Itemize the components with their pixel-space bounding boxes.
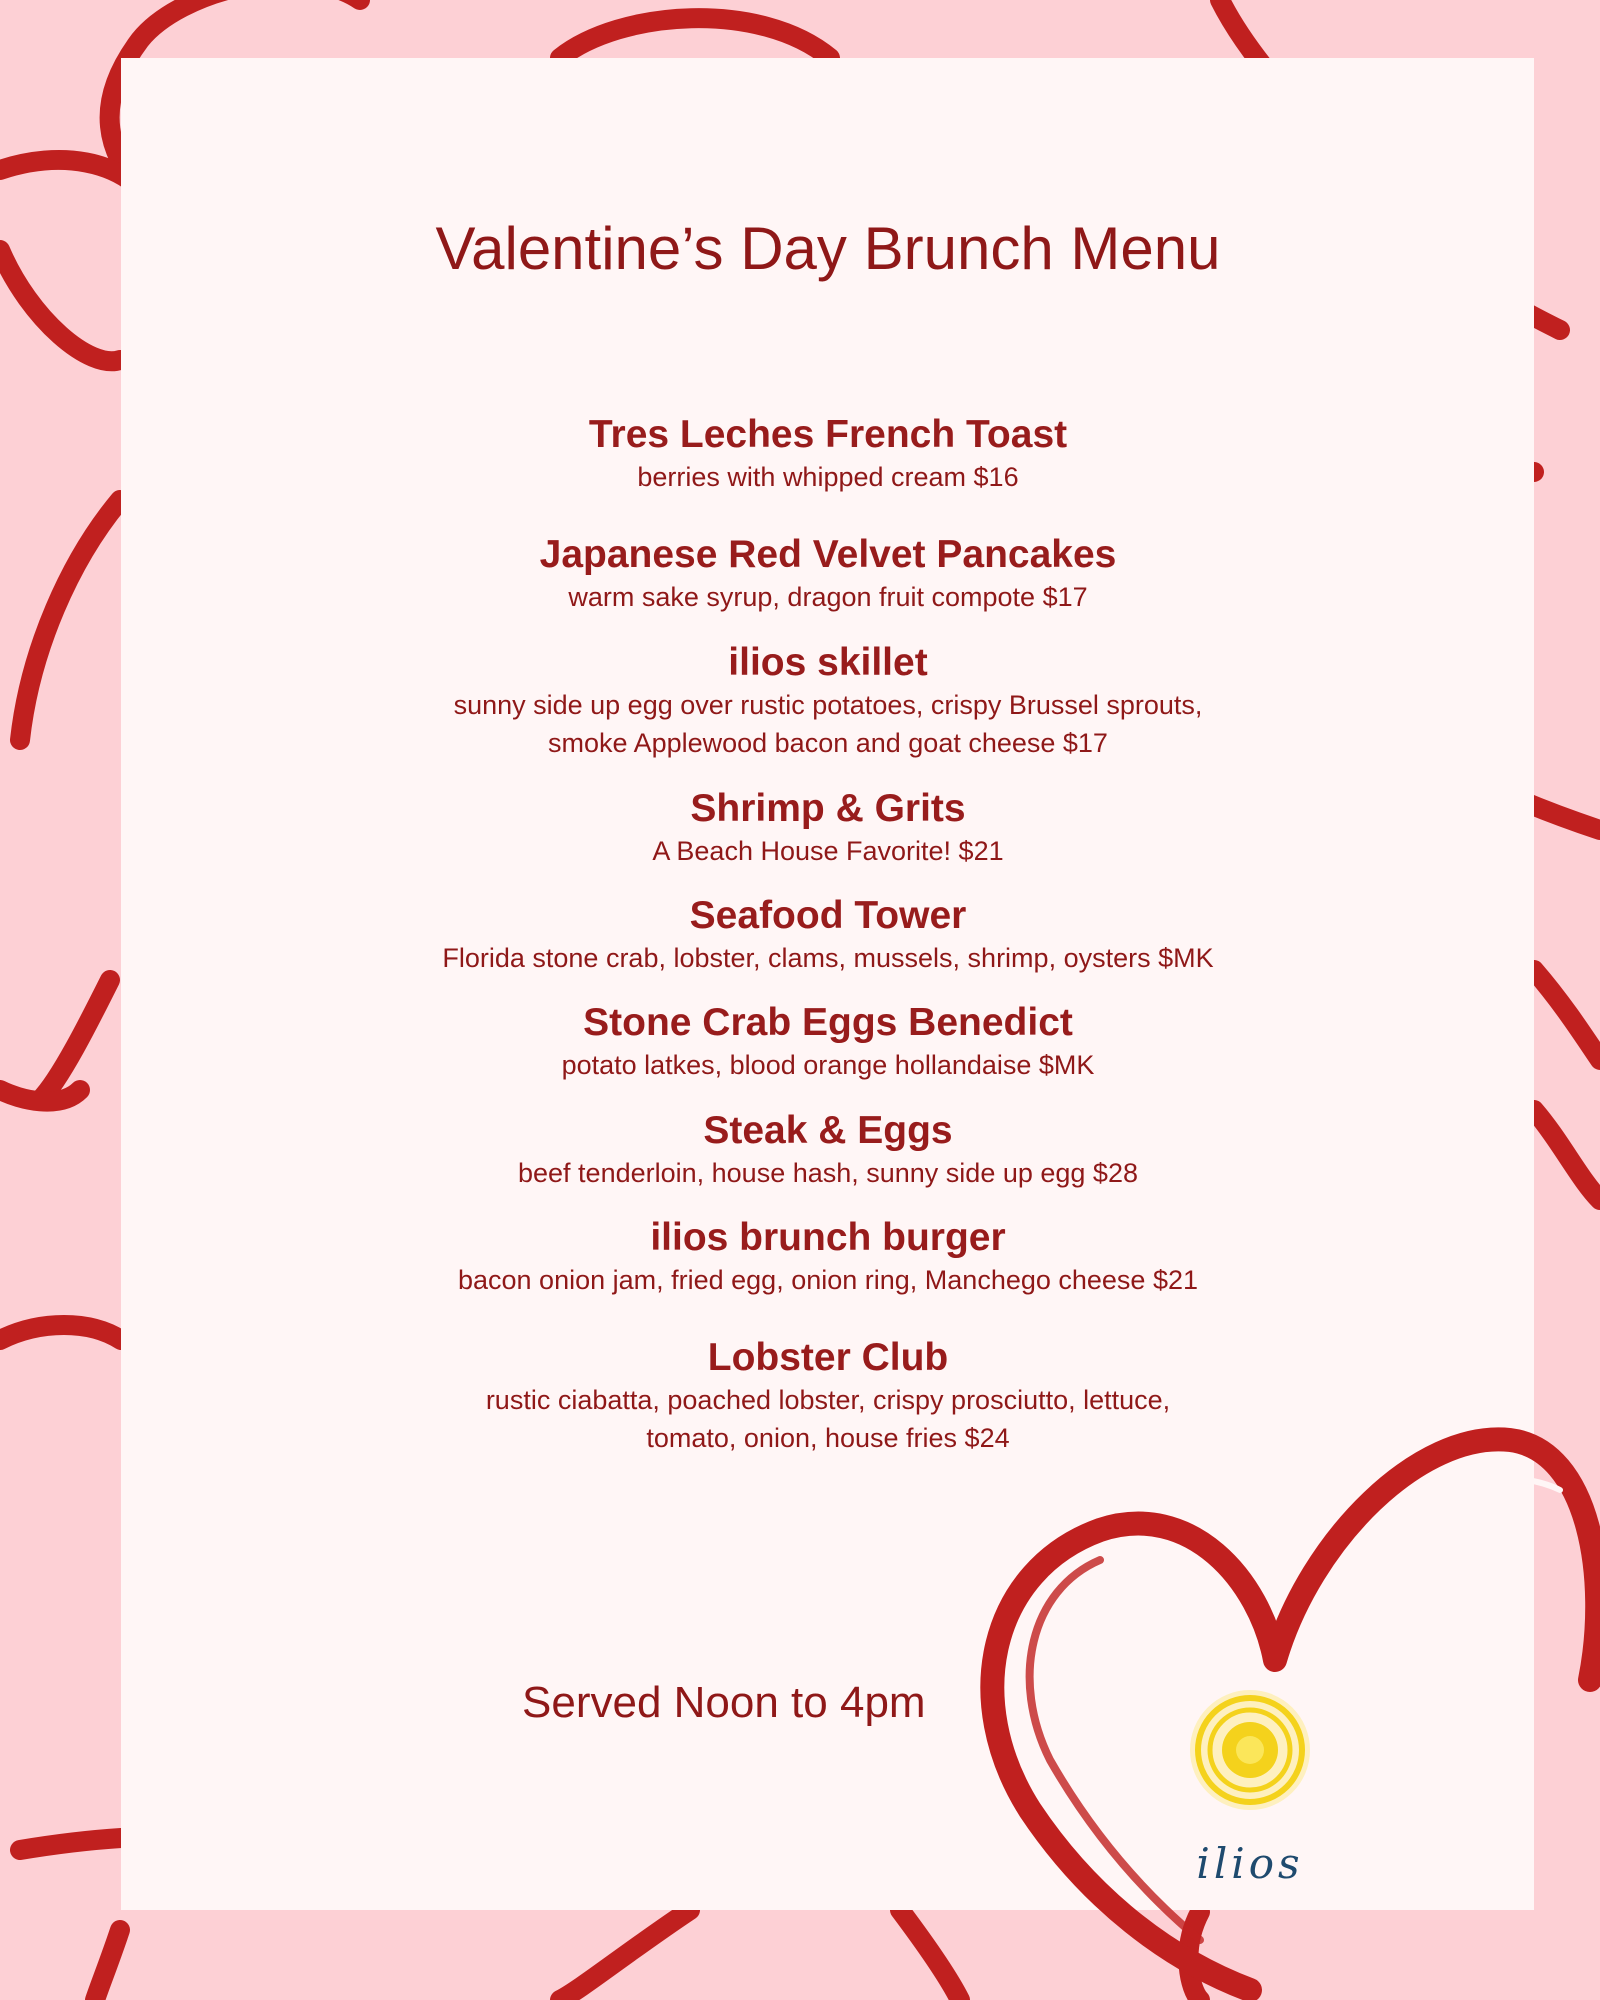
bg-heart-stroke	[560, 18, 830, 58]
item-name: ilios brunch burger	[650, 1216, 1006, 1259]
ilios-logo	[1180, 1688, 1330, 1888]
heart-highlight	[1470, 1478, 1560, 1490]
menu-item	[0, 1000, 1600, 1084]
item-description: beef tenderloin, house hash, sunny side up egg $28	[518, 1158, 1138, 1188]
item-description: Florida stone crab, lobster, clams, mussels, shrimp, oysters $MK	[442, 943, 1214, 973]
item-description: potato latkes, blood orange hollandaise $MK	[561, 1050, 1095, 1080]
menu-title: Valentine’s Day Brunch Menu	[435, 215, 1221, 282]
logo-wordmark: ilios	[1196, 1839, 1304, 1888]
item-description: rustic ciabatta, poached lobster, crispy prosciutto, lettuce,	[485, 1385, 1171, 1415]
item-name: Shrimp & Grits	[690, 787, 966, 830]
item-name: Lobster Club	[707, 1336, 949, 1379]
item-description-line-2: tomato, onion, house fries $24	[646, 1423, 1010, 1453]
menu-item	[0, 786, 1600, 870]
menu-item	[0, 1108, 1600, 1192]
item-description: berries with whipped cream $16	[637, 462, 1019, 492]
menu-item	[0, 532, 1600, 616]
menu-item	[0, 640, 1600, 762]
item-description: A Beach House Favorite! $21	[652, 836, 1004, 866]
item-name: ilios skillet	[728, 641, 928, 684]
item-description: bacon onion jam, fried egg, onion ring, Manchego cheese $21	[457, 1265, 1198, 1295]
item-description-line-2: smoke Applewood bacon and goat cheese $17	[548, 728, 1108, 758]
sun-icon	[1190, 1690, 1310, 1810]
heart-outline-inner	[1030, 1560, 1200, 1940]
item-name: Steak & Eggs	[703, 1109, 953, 1152]
bg-heart-stroke	[95, 1930, 120, 2000]
item-description: sunny side up egg over rustic potatoes, crispy Brussel sprouts,	[453, 690, 1203, 720]
menu-item	[0, 1215, 1600, 1299]
menu-item	[0, 412, 1600, 496]
serving-hours: Served Noon to 4pm	[522, 1678, 926, 1727]
item-description: warm sake syrup, dragon fruit compote $17	[568, 582, 1088, 612]
bg-heart-stroke	[560, 1910, 690, 2000]
item-name: Stone Crab Eggs Benedict	[583, 1001, 1073, 1044]
item-name: Japanese Red Velvet Pancakes	[539, 533, 1117, 576]
bg-heart-stroke	[0, 1090, 80, 1102]
bg-heart-stroke	[20, 1838, 121, 1850]
item-name: Seafood Tower	[689, 894, 967, 937]
item-name: Tres Leches French Toast	[588, 413, 1068, 456]
menu-item	[0, 893, 1600, 977]
